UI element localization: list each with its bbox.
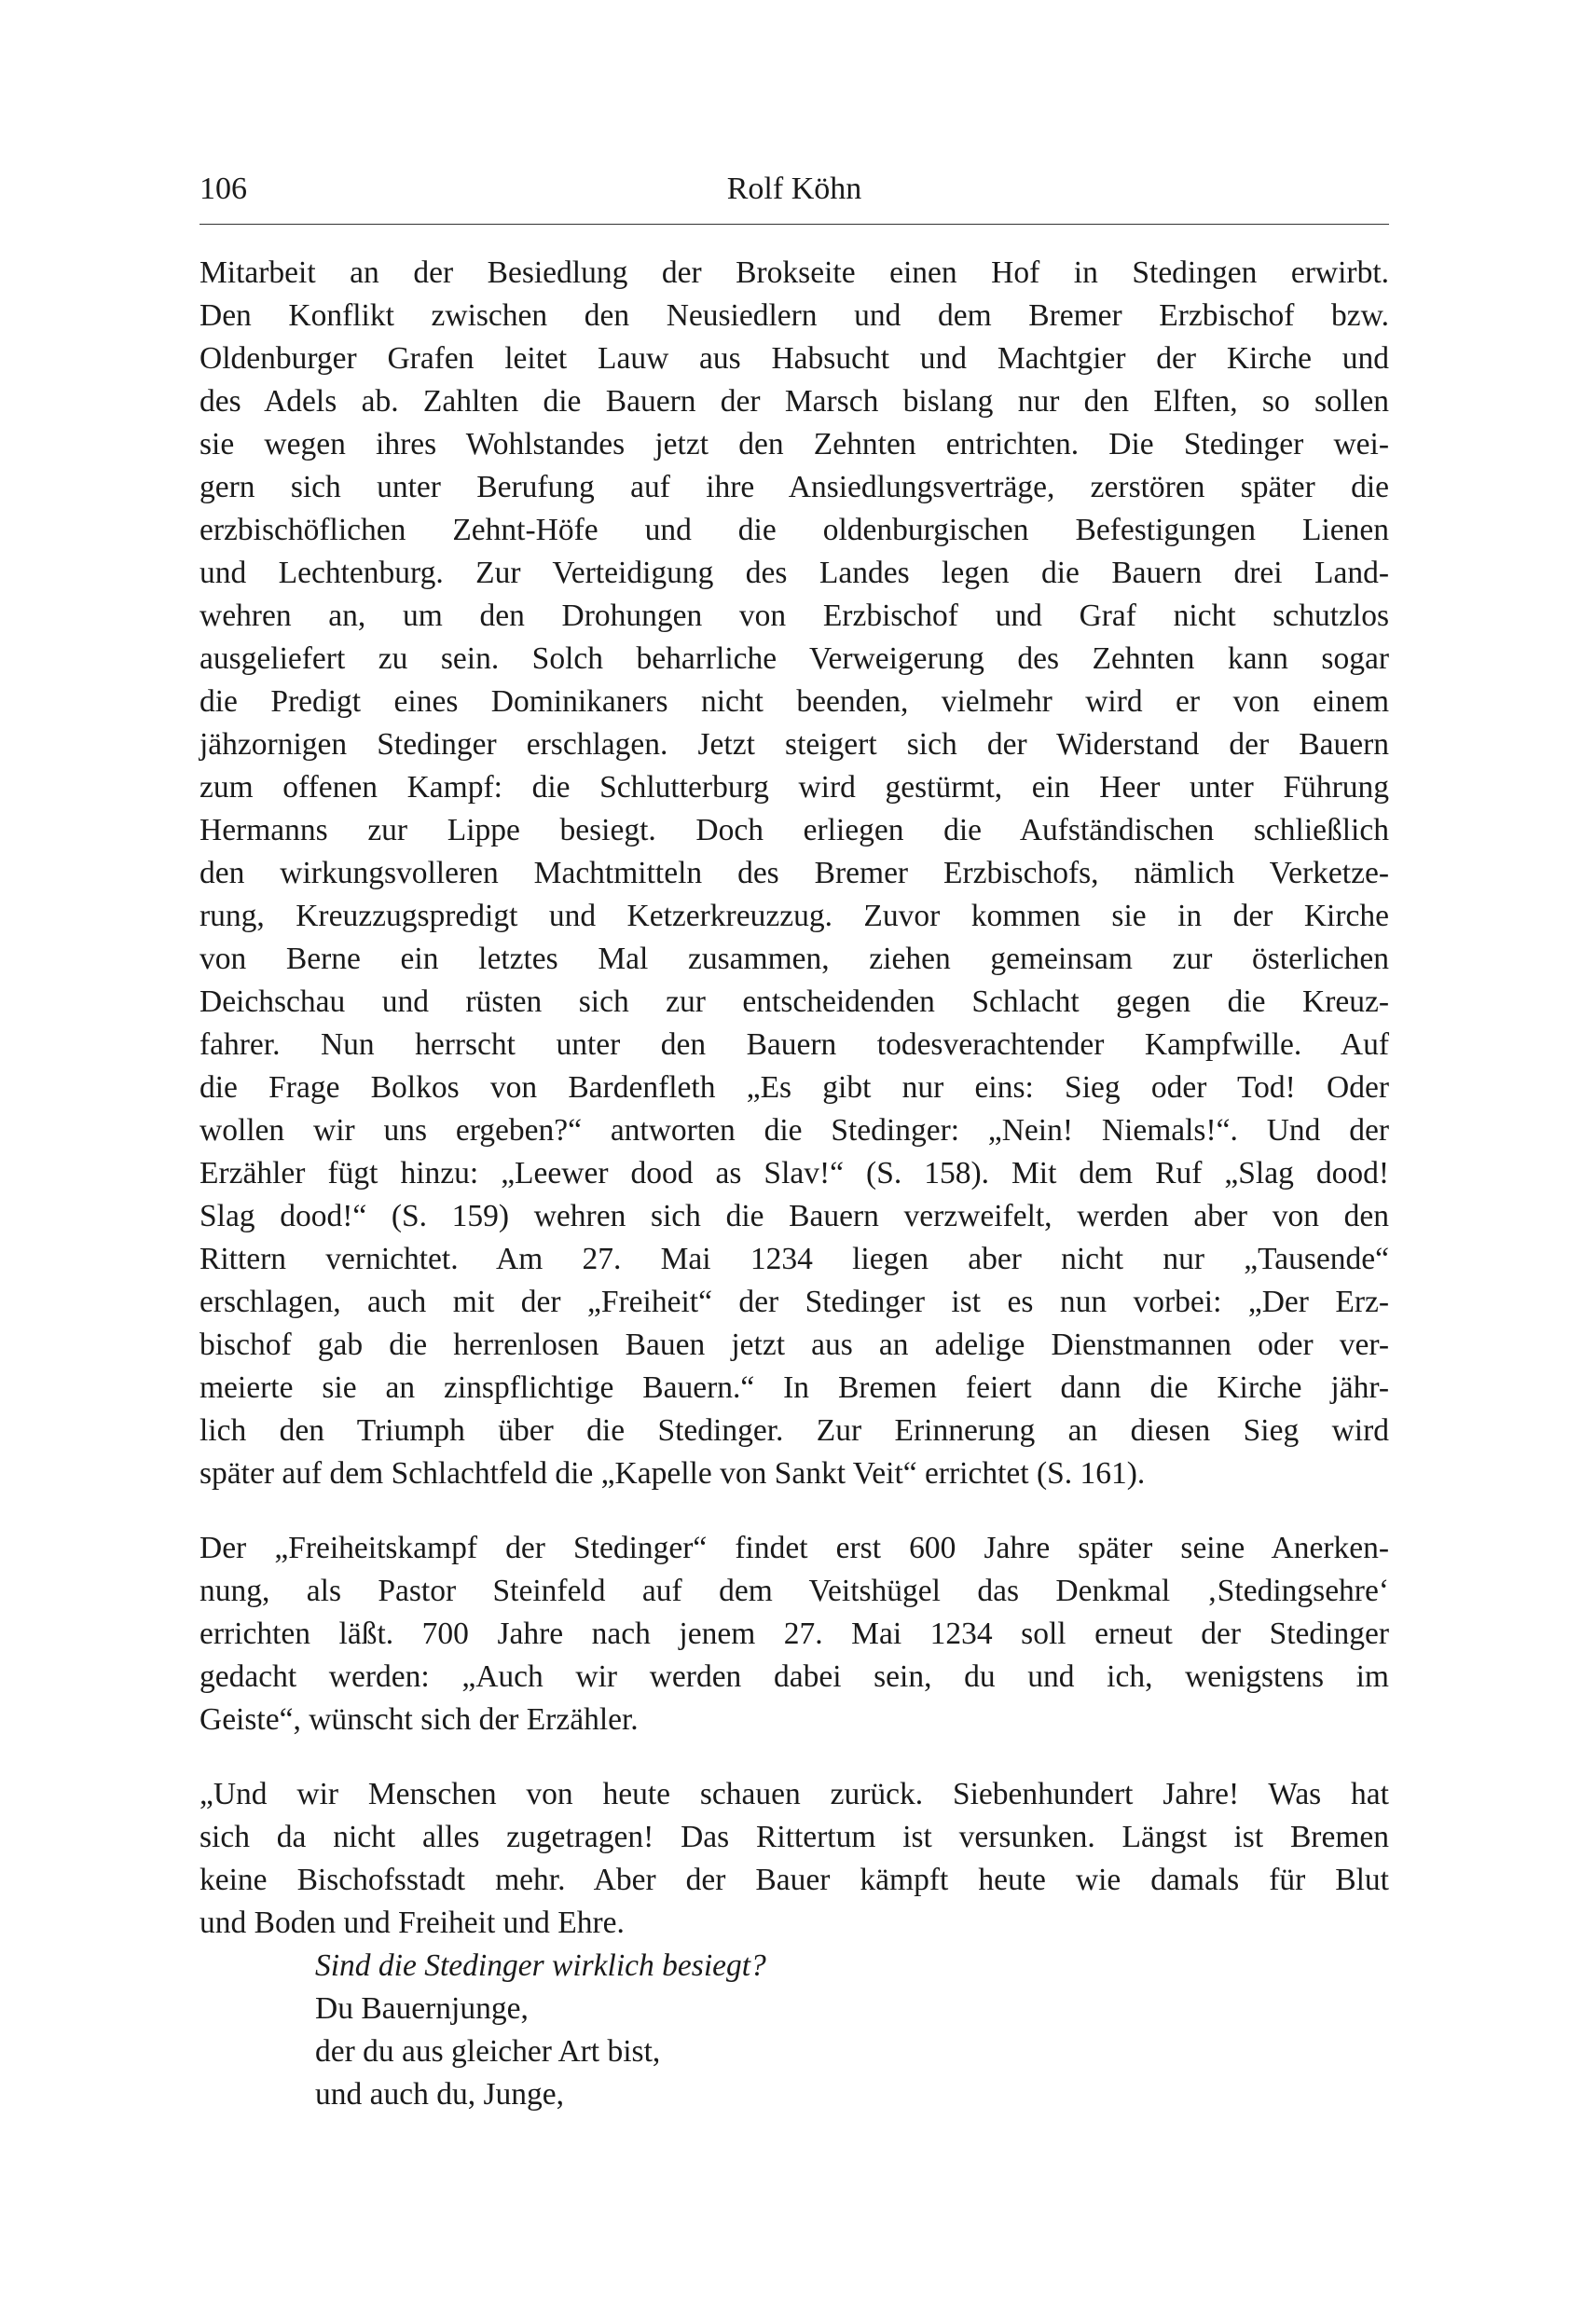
text-line: die Frage Bolkos von Bardenfleth „Es gibt nur eins: Sieg oder Tod! Oder	[200, 1070, 1389, 1105]
text-line: erschlagen, auch mit der „Freiheit“ der Stedinger ist es nun vorbei: „Der Erz-	[200, 1285, 1389, 1319]
paragraph-gap	[200, 1495, 1389, 1527]
text-line: Den Konflikt zwischen den Neusiedlern und dem Bremer Erzbischof bzw.	[200, 298, 1389, 333]
paragraph-recognition	[200, 1527, 1389, 1741]
text-line: Geiste“, wünscht sich der Erzähler.	[200, 1702, 639, 1737]
text-line: Erzähler fügt hinzu: „Leewer dood as Slav!“ (S. 158). Mit dem Ruf „Slag dood!	[200, 1156, 1389, 1190]
text-line: meierte sie an zinspflichtige Bauern.“ In Bremen feiert dann die Kirche jähr-	[200, 1370, 1389, 1405]
verse-line: und auch du, Junge,	[315, 2077, 565, 2112]
text-line: sie wegen ihres Wohlstandes jetzt den Zehnten entrichten. Die Stedinger wei-	[200, 427, 1389, 461]
verse-block	[200, 1945, 1389, 2116]
text-line: die Predigt eines Dominikaners nicht beenden, vielmehr wird er von einem	[200, 684, 1389, 719]
text-line: fahrer. Nun herrscht unter den Bauern todesverachtender Kampfwille. Auf	[200, 1027, 1389, 1062]
text-line: den wirkungsvolleren Machtmitteln des Bremer Erzbischofs, nämlich Verketze-	[200, 856, 1389, 890]
text-line: zum offenen Kampf: die Schlutterburg wird gestürmt, ein Heer unter Führung	[200, 770, 1389, 805]
verse-line-italic: Sind die Stedinger wirklich besiegt?	[315, 1948, 766, 1983]
text-line: keine Bischofsstadt mehr. Aber der Bauer kämpft heute wie damals für Blut	[200, 1863, 1389, 1897]
text-line: und Boden und Freiheit und Ehre.	[200, 1906, 625, 1940]
text-line: Mitarbeit an der Besiedlung der Brokseite einen Hof in Stedingen erwirbt.	[200, 255, 1389, 290]
text-line: Slag dood!“ (S. 159) wehren sich die Bauern verzweifelt, werden aber von den	[200, 1199, 1389, 1233]
text-line: ausgeliefert zu sein. Solch beharrliche Verweigerung des Zehnten kann sogar	[200, 641, 1389, 676]
verse-line: der du aus gleicher Art bist,	[315, 2034, 661, 2069]
header-rule	[200, 224, 1389, 225]
paragraph-summary	[200, 252, 1389, 1495]
text-line: Deichschau und rüsten sich zur entscheidenden Schlacht gegen die Kreuz-	[200, 984, 1389, 1019]
text-line: von Berne ein letztes Mal zusammen, ziehen gemeinsam zur österlichen	[200, 942, 1389, 976]
paragraph-quotation	[200, 1773, 1389, 1945]
text-line: des Adels ab. Zahlten die Bauern der Marsch bislang nur den Elften, so sollen	[200, 384, 1389, 419]
verse-line: Du Bauernjunge,	[315, 1991, 529, 2026]
text-line: rung, Kreuzzugspredigt und Ketzerkreuzzug. Zuvor kommen sie in der Kirche	[200, 899, 1389, 933]
running-head	[200, 166, 1389, 213]
text-line: bischof gab die herrenlosen Bauen jetzt aus an adelige Dienstmannen oder ver-	[200, 1328, 1389, 1362]
text-line: wehren an, um den Drohungen von Erzbischof und Graf nicht schutzlos	[200, 599, 1389, 633]
text-line: und Lechtenburg. Zur Verteidigung des Landes legen die Bauern drei Land-	[200, 556, 1389, 590]
text-line: „Und wir Menschen von heute schauen zurück. Siebenhundert Jahre! Was hat	[200, 1777, 1389, 1811]
text-line: Der „Freiheitskampf der Stedinger“ findet erst 600 Jahre später seine Anerken-	[200, 1531, 1389, 1565]
text-line: gedacht werden: „Auch wir werden dabei sein, du und ich, wenigstens im	[200, 1659, 1389, 1694]
text-line: gern sich unter Berufung auf ihre Ansiedlungsverträge, zerstören später die	[200, 470, 1389, 504]
page-number: 106	[200, 172, 247, 206]
running-head-author: Rolf Köhn	[726, 172, 862, 206]
text-line: erzbischöflichen Zehnt-Höfe und die oldenburgischen Befestigungen Lienen	[200, 513, 1389, 547]
text-line: später auf dem Schlachtfeld die „Kapelle von Sankt Veit“ errichtet (S. 161).	[200, 1456, 1146, 1491]
text-line: nung, als Pastor Steinfeld auf dem Veitshügel das Denkmal ‚Stedingsehre‘	[200, 1574, 1389, 1608]
text-line: errichten läßt. 700 Jahre nach jenem 27. Mai 1234 soll erneut der Stedinger	[200, 1617, 1389, 1651]
paragraph-gap	[200, 1741, 1389, 1773]
text-line: lich den Triumph über die Stedinger. Zur Erinnerung an diesen Sieg wird	[200, 1413, 1389, 1448]
text-line: jähzornigen Stedinger erschlagen. Jetzt steigert sich der Widerstand der Bauern	[200, 727, 1389, 762]
body-text	[200, 252, 1389, 2116]
text-line: Oldenburger Grafen leitet Lauw aus Habsucht und Machtgier der Kirche und	[200, 341, 1389, 376]
text-line: sich da nicht alles zugetragen! Das Rittertum ist versunken. Längst ist Bremen	[200, 1820, 1389, 1854]
text-line: Rittern vernichtet. Am 27. Mai 1234 liegen aber nicht nur „Tausende“	[200, 1242, 1389, 1276]
text-line: Hermanns zur Lippe besiegt. Doch erliegen die Aufständischen schließlich	[200, 813, 1389, 847]
text-line: wollen wir uns ergeben?“ antworten die Stedinger: „Nein! Niemals!“. Und der	[200, 1113, 1389, 1148]
